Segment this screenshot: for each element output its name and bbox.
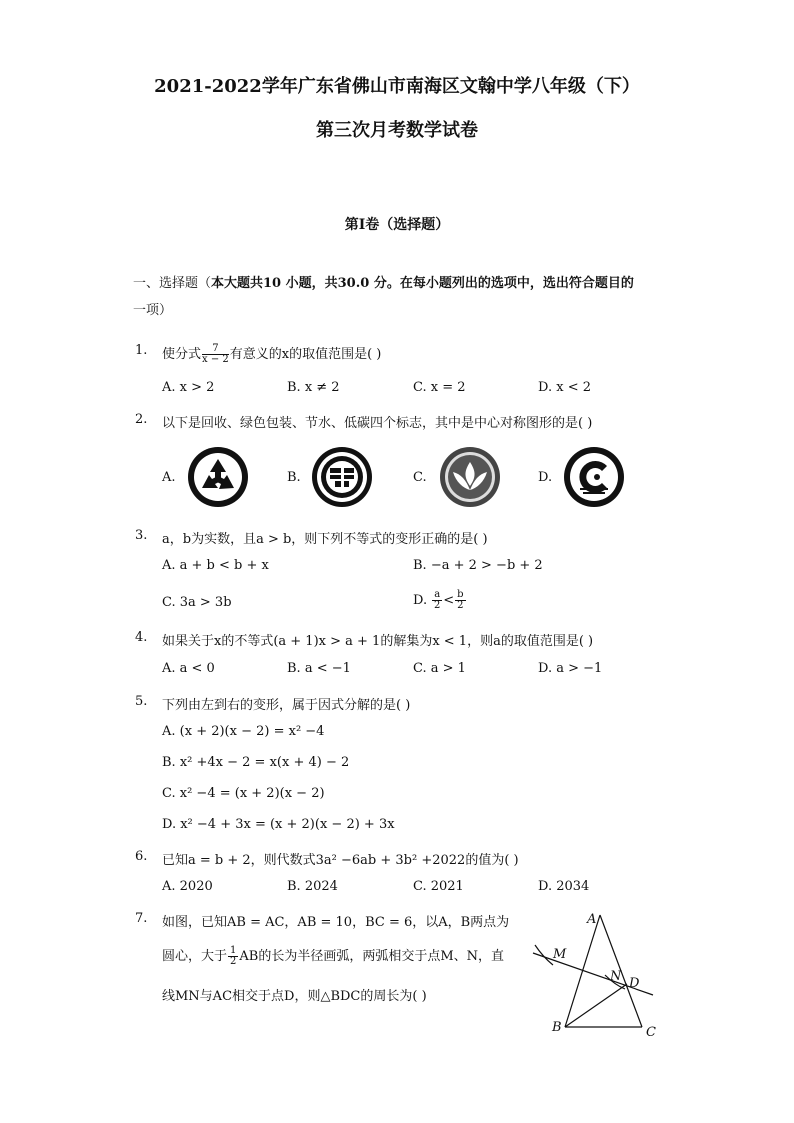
question-text bbox=[162, 343, 381, 365]
option-d: D. bbox=[538, 470, 553, 485]
fraction bbox=[432, 590, 442, 611]
green-package-icon bbox=[311, 446, 373, 508]
triangle-figure bbox=[525, 905, 670, 1040]
fraction bbox=[455, 590, 465, 611]
fraction bbox=[202, 344, 229, 365]
fraction-numerator: 7 bbox=[202, 344, 229, 355]
question-number: 2. bbox=[135, 412, 148, 427]
question-text-line2 bbox=[162, 945, 504, 967]
fraction-numerator: 1 bbox=[230, 945, 237, 956]
option-a: A. a + b < b + x bbox=[162, 558, 269, 573]
question-text-line3: 线MN与AC相交于点D，则△BDC的周长为( ) bbox=[162, 989, 427, 1004]
option-a: A. a < 0 bbox=[162, 661, 215, 676]
question-text-pre: 使分式 bbox=[162, 347, 202, 362]
option-b: B. 2024 bbox=[287, 879, 338, 894]
option-d: D. a > −1 bbox=[538, 661, 603, 676]
label-a: A bbox=[587, 912, 597, 927]
question-text-line1: 如图，已知AB = AC，AB = 10，BC = 6，以A，B两点为 bbox=[162, 915, 510, 930]
question-number: 3. bbox=[135, 528, 148, 543]
question-text: 以下是回收、绿色包装、节水、低碳四个标志，其中是中心对称图形的是( ) bbox=[162, 416, 593, 431]
option-a: A. 2020 bbox=[162, 879, 213, 894]
label-d: D bbox=[629, 976, 640, 991]
fraction-denominator: 2 bbox=[230, 956, 237, 967]
relation-sign: < bbox=[443, 593, 455, 608]
question-text: 已知a = b + 2，则代数式3a² −6ab + 3b² +2022的值为( ) bbox=[162, 853, 519, 868]
fraction-denominator: 2 bbox=[434, 600, 441, 611]
document-title-line2: 第三次月考数学试卷 bbox=[316, 120, 478, 141]
option-b: B. −a + 2 > −b + 2 bbox=[413, 558, 543, 573]
question-number: 4. bbox=[135, 630, 148, 645]
option-d: D. 2034 bbox=[538, 879, 590, 894]
document-title-line1: 2021-2022学年广东省佛山市南海区文翰中学八年级（下） bbox=[154, 76, 640, 97]
fraction bbox=[228, 946, 238, 967]
label-n: N bbox=[610, 969, 622, 984]
question-text-post: AB的长为半径画弧，两弧相交于点M、N，直 bbox=[239, 949, 505, 964]
option-c: C. a > 1 bbox=[413, 661, 466, 676]
option-b: B. bbox=[287, 470, 301, 485]
volume-heading: 第I卷（选择题） bbox=[344, 217, 450, 233]
fraction-numerator: b bbox=[457, 589, 464, 600]
question-number: 5. bbox=[135, 694, 148, 709]
question-text: a，b为实数，且a > b，则下列不等式的变形正确的是( ) bbox=[162, 532, 488, 547]
question-text-pre: 圆心，大于 bbox=[162, 949, 228, 964]
option-a: A. (x + 2)(x − 2) = x² −4 bbox=[162, 724, 325, 739]
label-m: M bbox=[553, 947, 567, 962]
option-c: C. x = 2 bbox=[413, 380, 466, 395]
option-c: C. 3a > 3b bbox=[162, 595, 232, 610]
option-b: B. x² +4x − 2 = x(x + 4) − 2 bbox=[162, 755, 350, 770]
question-number: 1. bbox=[135, 343, 148, 358]
question-text: 下列由左到右的变形，属于因式分解的是( ) bbox=[162, 698, 411, 713]
option-c: C. 2021 bbox=[413, 879, 464, 894]
option-b: B. a < −1 bbox=[287, 661, 351, 676]
question-number: 7. bbox=[135, 911, 148, 926]
low-carbon-icon bbox=[563, 446, 625, 508]
option-c: C. x² −4 = (x + 2)(x − 2) bbox=[162, 786, 325, 801]
option-d: D. x < 2 bbox=[538, 380, 591, 395]
section-heading-cont: 一项） bbox=[133, 303, 173, 318]
section-heading-lead: 一、选择题（ bbox=[133, 276, 212, 291]
question-text-post: 有意义的x的取值范围是( ) bbox=[229, 347, 382, 362]
option-a: A. bbox=[162, 470, 176, 485]
section-heading bbox=[133, 270, 673, 324]
option-d bbox=[413, 590, 467, 611]
option-b: B. x ≠ 2 bbox=[287, 380, 340, 395]
fraction-denominator: 2 bbox=[457, 600, 464, 611]
option-d-label: D. bbox=[413, 593, 432, 608]
water-saving-icon bbox=[439, 446, 501, 508]
section-heading-bold: 本大题共10 小题，共30.0 分。在每小题列出的选项中，选出符合题目的 bbox=[211, 276, 634, 291]
recycle-icon bbox=[187, 446, 249, 508]
fraction-numerator: a bbox=[434, 589, 441, 600]
option-d: D. x² −4 + 3x = (x + 2)(x − 2) + 3x bbox=[162, 817, 395, 832]
label-b: B bbox=[552, 1020, 562, 1035]
option-a: A. x > 2 bbox=[162, 380, 215, 395]
option-c: C. bbox=[413, 470, 427, 485]
question-number: 6. bbox=[135, 849, 148, 864]
fraction-denominator: x − 2 bbox=[202, 354, 229, 365]
label-c: C bbox=[646, 1025, 656, 1040]
question-text: 如果关于x的不等式(a + 1)x > a + 1的解集为x < 1，则a的取值范围是( ) bbox=[162, 634, 594, 649]
